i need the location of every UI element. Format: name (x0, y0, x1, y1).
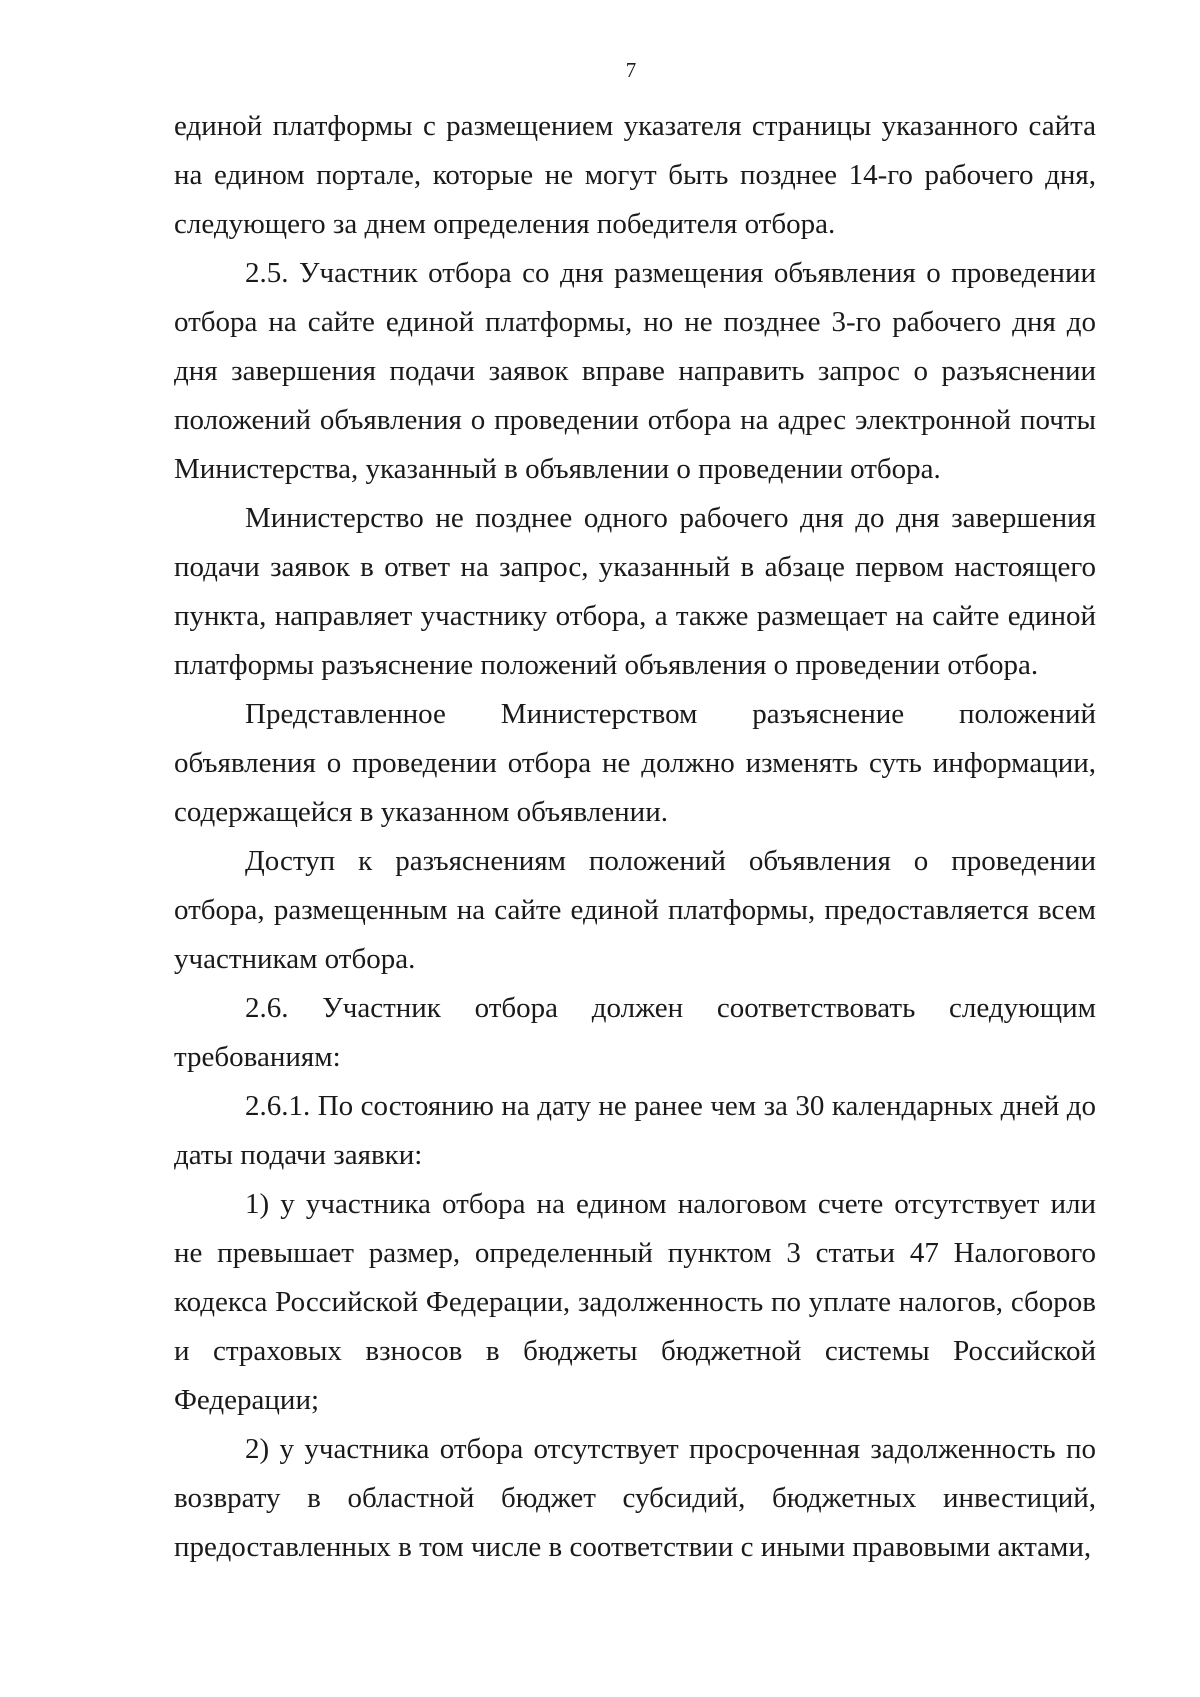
paragraph-2-6: 2.6. Участник отбора должен соответствовать следующим требованиям: (174, 992, 1096, 1073)
paragraph-item-1: 1) у участника отбора на едином налоговом счете отсутствует или не превышает размер, определенный пунктом 3 статьи 47 Налогового кодекса Российской Федерации, задолженность по уплате налогов, сборов и страховых взносов в бюджеты бюджетной системы Российской Федерации; (174, 1188, 1096, 1416)
paragraph-ministry-response: Министерство не позднее одного рабочего дня до дня завершения подачи заявок в ответ на запрос, указанный в абзаце первом настоящего пункта, направляет участнику отбора, а также размещает на сайте единой платформы разъяснение положений объявления о проведении отбора. (174, 502, 1096, 681)
paragraph-clarification-access: Доступ к разъяснениям положений объявления о проведении отбора, размещенным на сайте единой платформы, предоставляется всем участникам отбора. (174, 845, 1096, 975)
paragraph-clarification-content: Представленное Министерством разъяснение положений объявления о проведении отбора не должно изменять суть информации, содержащейся в указанном объявлении. (174, 698, 1096, 828)
document-body (174, 102, 1096, 1572)
paragraph-2-5: 2.5. Участник отбора со дня размещения объявления о проведении отбора на сайте единой платформы, но не позднее 3-го рабочего дня до дня завершения подачи заявок вправе направить запрос о разъяснении положений объявления о проведении отбора на адрес электронной почты Министерства, указанный в объявлении о проведении отбора. (174, 257, 1096, 485)
paragraph-2-6-1: 2.6.1. По состоянию на дату не ранее чем за 30 календарных дней до даты подачи заявки: (174, 1090, 1096, 1171)
page-number: 7 (625, 58, 637, 82)
paragraph-item-2: 2) у участника отбора отсутствует просроченная задолженность по возврату в областной бюджет субсидий, бюджетных инвестиций, предоставленных в том числе в соответствии с иными правовыми актами, (174, 1433, 1096, 1563)
paragraph-continuation: единой платформы с размещением указателя страницы указанного сайта на едином портале, которые не могут быть позднее 14-го рабочего дня, следующего за днем определения победителя отбора. (174, 110, 1096, 240)
